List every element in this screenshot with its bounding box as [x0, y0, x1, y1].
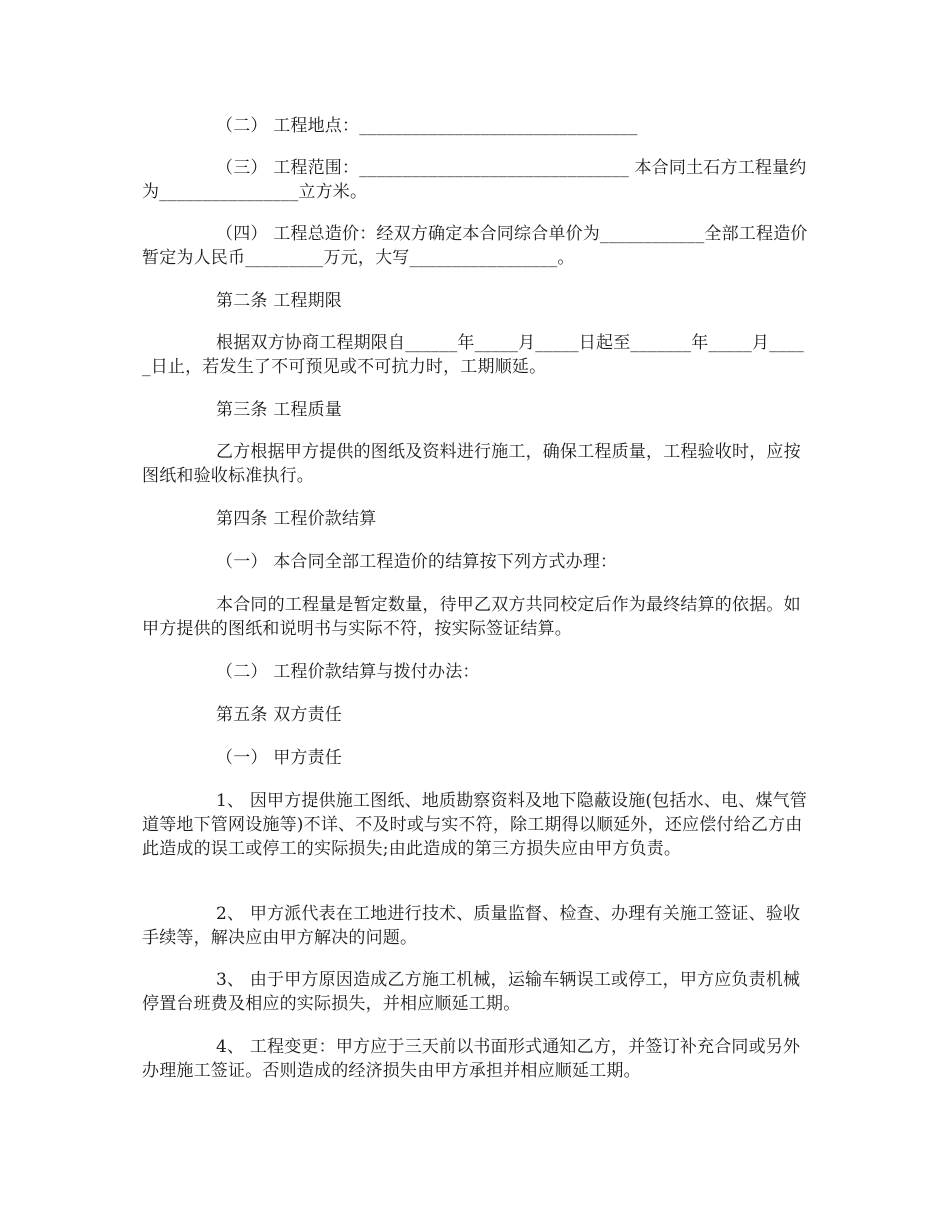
party-a-duty-1: 1、 因甲方提供施工图纸、地质勘察资料及地下隐蔽设施(包括水、电、煤气管道等地下管网设施等)不详、不及时或与实不符，除工期得以顺延外，还应偿付给乙方由此造成的误工或停工的实际损失;由此造成的第三方损失应由甲方负责。 [142, 791, 808, 859]
article-5-party-a-heading: （一） 甲方责任 [216, 748, 343, 768]
clause-total-cost: （四） 工程总造价：经双方确定本合同综合单价为____________全部工程造价暂定为人民币_________万元，大写_________________。 [142, 224, 808, 268]
article-4-heading: 第四条 工程价款结算 [216, 509, 377, 529]
article-4-item-2: （二） 工程价款结算与拨付办法： [216, 662, 480, 682]
article-3-body: 乙方根据甲方提供的图纸及资料进行施工，确保工程质量，工程验收时，应按图纸和验收标准执行。 [142, 442, 801, 486]
article-2-heading: 第二条 工程期限 [216, 291, 343, 311]
clause-project-location: （二） 工程地点：________________________________ [216, 116, 638, 136]
party-a-duty-4: 4、 工程变更：甲方应于三天前以书面形式通知乙方，并签订补充合同或另外办理施工签证。否则造成的经济损失由甲方承担并相应顺延工期。 [142, 1037, 801, 1081]
article-4-item-1-body: 本合同的工程量是暂定数量，待甲乙双方共同校定后作为最终结算的依据。如甲方提供的图纸和说明书与实际不符，按实际签证结算。 [142, 595, 801, 639]
clause-project-scope: （三） 工程范围：_______________________________ 本合同土石方工程量约为________________立方米。 [142, 158, 807, 202]
article-5-heading: 第五条 双方责任 [216, 705, 343, 725]
article-4-item-1: （一） 本合同全部工程造价的结算按下列方式办理： [216, 552, 618, 572]
article-3-heading: 第三条 工程质量 [216, 400, 343, 420]
party-a-duty-3: 3、 由于甲方原因造成乙方施工机械，运输车辆误工或停工，甲方应负责机械停置台班费及相应的实际损失，并相应顺延工期。 [142, 970, 801, 1014]
party-a-duty-2: 2、 甲方派代表在工地进行技术、质量监督、检查、办理有关施工签证、验收手续等，解决应由甲方解决的问题。 [142, 904, 801, 948]
article-2-body: 根据双方协商工程期限自______年_____月_____日起至_______年_____月_____日止，若发生了不可预见或不可抗力时，工期顺延。 [142, 333, 804, 377]
